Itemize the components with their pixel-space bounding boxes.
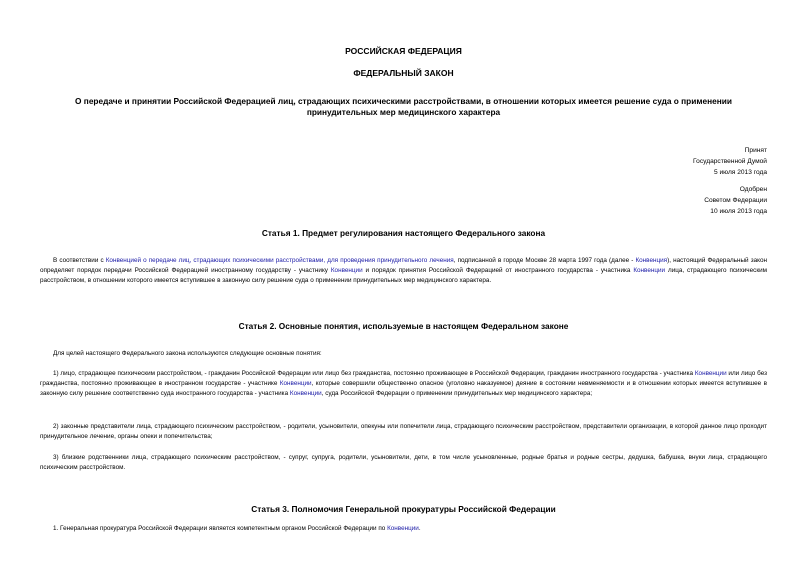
article-1-paragraph (40, 256, 767, 287)
text-run: , суда Российской Федерации о применении принудительных мер медицинского характера; (321, 390, 593, 398)
text-run: 1. Генеральная прокуратура Российской Федерации является компетентным органом Российской Федерации по (53, 525, 388, 532)
text-run: , подписанной в городе Москве 28 марта 1997 года (далее - (453, 257, 636, 264)
convention-link[interactable]: Конвенции (279, 380, 312, 388)
convention-link[interactable]: Конвенция (635, 257, 668, 264)
article-2-item-2: 2) законные представители лица, страдающего психическим расстройством, - родители, усыновители, опекуны или попечители лица, страдающего психическим расстройством, представители организации, в которой данное лицо проходит принудительное лечение, органы опеки и попечительства; (40, 423, 767, 441)
text-run: , которые совершили общественно опасное (уголовно наказуемое) деяние в состоянии невменяемости и в отношении которых имеется вступившее в законную силу решение соответственно суда иностранного государства - участника (40, 380, 767, 398)
article-2-item-3: 3) близкие родственники лица, страдающего психическим расстройством, - супруг, супруга, родители, усыновители, дети, в том числе усыновленные, родные братья и родные сестры, дедушка, бабушка, внуки лица, страдающего психическим расстройством. (40, 454, 767, 472)
text-run: В соответствии с (53, 257, 106, 264)
article-3-heading: Статья 3. Полномочия Генеральной прокуратуры Российской Федерации (251, 504, 556, 514)
approved-by: Советом Федерации (704, 197, 767, 204)
text-run: 1) лицо, страдающее психическим расстройством, - гражданин Российской Федерации или лицо без гражданства, постоянно проживающее в Российской Федерации, гражданин иностранного государства - участника (53, 370, 695, 377)
adopted-by: Государственной Думой (693, 158, 767, 165)
text-run: ), настоящий Федеральный закон определяет порядок передачи Российской Федерацией иностранному государству - участнику (40, 257, 768, 275)
article-3-paragraph (40, 524, 767, 534)
text-run: лица, страдающего психическим расстройством, в отношении которого имеется вступившее в законную силу решение суда о применении принудительных мер медицинского характера. (40, 267, 767, 285)
convention-link[interactable]: Конвенции (289, 390, 322, 398)
convention-link[interactable]: Конвенции (330, 267, 363, 275)
convention-link[interactable]: Конвенции (694, 370, 727, 377)
convention-link[interactable]: Конвенции (387, 525, 419, 532)
convention-link[interactable]: Конвенции (633, 267, 666, 275)
text-run: и порядок принятия Российской Федерацией от иностранного государства - участника (362, 267, 634, 275)
approval-block (547, 184, 767, 217)
law-title: О передаче и принятии Российской Федерацией лиц, страдающих психическими расстройствами, в отношении которых имеется решение суда о применении принудительных мер медицинского характера (75, 96, 732, 117)
article-2-intro: Для целей настоящего Федерального закона используются следующие основные понятия: (53, 350, 322, 357)
country-heading: РОССИЙСКАЯ ФЕДЕРАЦИЯ (345, 46, 462, 56)
article-2-item-1 (40, 369, 767, 400)
doc-type-heading: ФЕДЕРАЛЬНЫЙ ЗАКОН (353, 68, 454, 78)
text-run: или лицо без гражданства, постоянно проживающее в иностранном государстве - участнике (40, 370, 767, 388)
article-1-heading: Статья 1. Предмет регулирования настоящего Федерального закона (261, 228, 546, 238)
approved-word: Одобрен (739, 186, 767, 193)
convention-full-link[interactable]: Конвенцией о передаче лиц, страдающих психическими расстройствами, для проведения принудительного лечения (105, 257, 454, 264)
adopted-word: Принят (744, 147, 767, 154)
text-run: . (418, 525, 421, 532)
adopted-date: 5 июля 2013 года (713, 169, 767, 176)
approved-date: 10 июля 2013 года (710, 208, 767, 215)
adoption-block (547, 145, 767, 178)
article-2-heading: Статья 2. Основные понятия, используемые в настоящем Федеральном законе (238, 321, 569, 331)
